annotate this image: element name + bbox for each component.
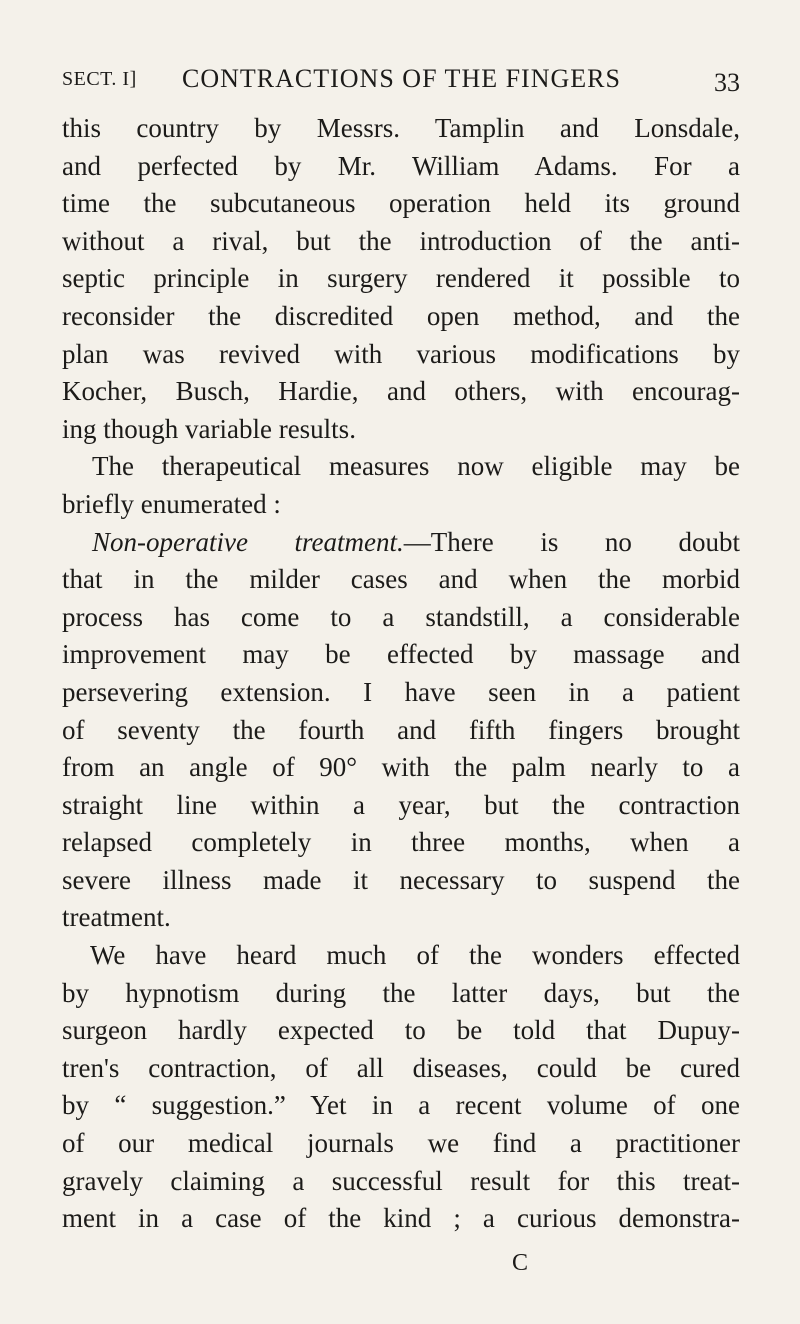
text-line: The therapeutical measures now eligible may be — [92, 451, 740, 482]
section-label: SECT. I] — [62, 68, 137, 90]
text-line: that in the milder cases and when the morbid — [62, 564, 740, 595]
text-line: this country by Messrs. Tamplin and Lonsdale, — [62, 113, 740, 143]
text-line: by hypnotism during the latter days, but the — [62, 977, 740, 1008]
text-line: from an angle of 90° with the palm nearly to a — [62, 752, 740, 783]
text-line: by “ suggestion.” Yet in a recent volume of one — [62, 1090, 740, 1121]
text-line: surgeon hardly expected to be told that Dupuy- — [62, 1015, 740, 1046]
text-line: time the subcutaneous operation held its ground — [62, 188, 740, 219]
text-line: without a rival, but the introduction of the anti- — [62, 225, 740, 256]
text-line: gravely claiming a successful result for this treat- — [62, 1165, 740, 1196]
chapter-title: CONTRACTIONS OF THE FINGERS — [182, 64, 621, 93]
text-line: of our medical journals we find a practitioner — [62, 1128, 740, 1159]
text-line: treatment. — [62, 902, 171, 933]
text-line: septic principle in surgery rendered it possible to — [62, 263, 740, 294]
signature-mark: C — [512, 1250, 529, 1276]
text-line: and perfected by Mr. William Adams. For a — [62, 150, 740, 181]
text-line: persevering extension. I have seen in a patient — [62, 676, 740, 707]
text-line: We have heard much of the wonders effected — [90, 940, 740, 971]
text-line: reconsider the discredited open method, and the — [62, 300, 740, 331]
text-line: improvement may be effected by massage and — [62, 639, 740, 670]
text-line: ment in a case of the kind ; a curious demonstra- — [62, 1203, 740, 1234]
text-line: straight line within a year, but the contraction — [62, 789, 740, 820]
text-line: process has come to a standstill, a considerable — [62, 601, 740, 632]
body-text — [62, 110, 740, 1238]
page-number: 33 — [714, 68, 740, 97]
text-line: of seventy the fourth and fifth fingers brought — [62, 714, 740, 745]
text-line-heading — [62, 524, 740, 562]
text-run: —There is no doubt — [403, 526, 740, 557]
text-line: tren's contraction, of all diseases, could be cured — [62, 1052, 740, 1083]
text-line: ing though variable results. — [62, 413, 356, 444]
text-line: severe illness made it necessary to suspend the — [62, 864, 740, 895]
text-line: plan was revived with various modifications by — [62, 338, 740, 369]
subheading-italic: Non-operative treatment. — [92, 526, 404, 557]
text-line: Kocher, Busch, Hardie, and others, with encourag- — [62, 376, 740, 407]
text-line: relapsed completely in three months, when a — [62, 827, 740, 858]
text-line: briefly enumerated : — [62, 488, 281, 519]
running-header — [62, 64, 740, 96]
